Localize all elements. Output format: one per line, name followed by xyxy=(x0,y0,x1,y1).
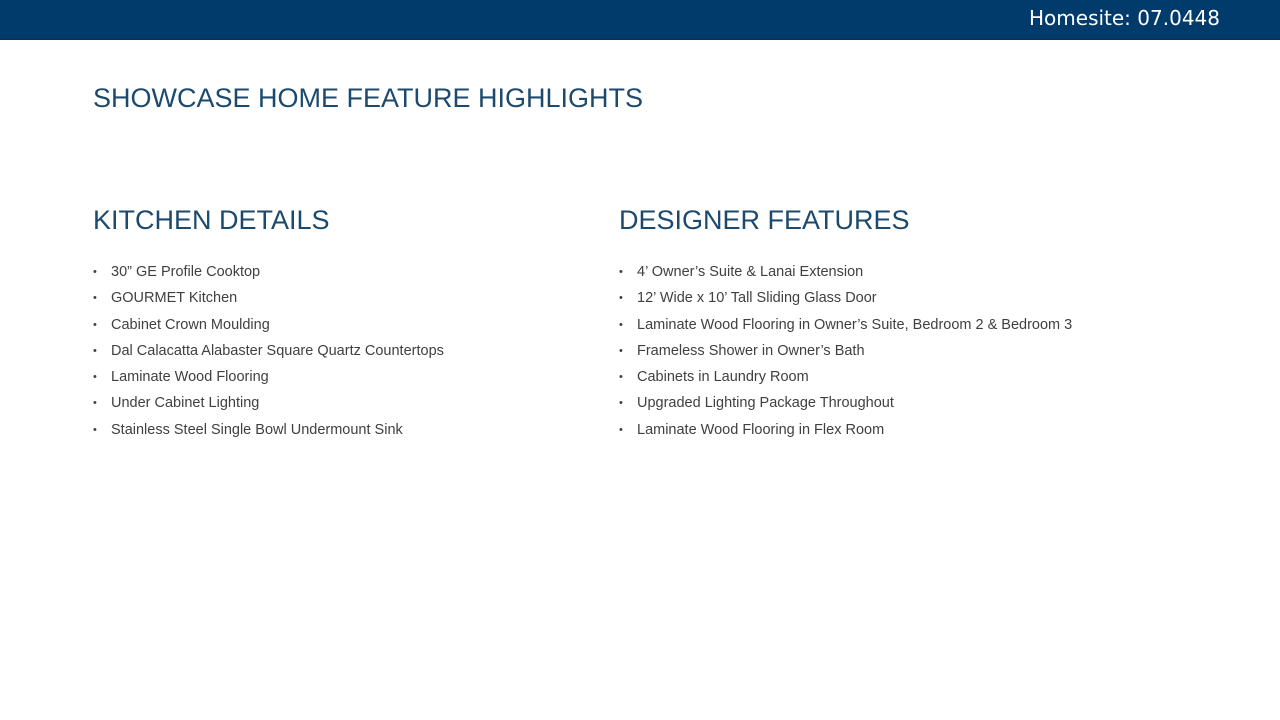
kitchen-details-section xyxy=(93,203,593,443)
list-item-text: Laminate Wood Flooring in Flex Room xyxy=(637,421,885,438)
list-item xyxy=(93,338,593,364)
list-item-text: Cabinet Crown Moulding xyxy=(111,316,270,333)
kitchen-details-heading: KITCHEN DETAILS xyxy=(93,205,330,235)
list-item-text: Stainless Steel Single Bowl Undermount Sink xyxy=(111,421,403,438)
page-title: SHOWCASE HOME FEATURE HIGHLIGHTS xyxy=(93,83,644,113)
list-item xyxy=(93,417,593,443)
bullet-icon: • xyxy=(93,423,97,436)
header-bar xyxy=(0,0,1280,40)
list-item-text: GOURMET Kitchen xyxy=(111,290,238,307)
bullet-icon: • xyxy=(619,344,623,357)
list-item-text: Laminate Wood Flooring in Owner’s Suite, Bedroom 2 & Bedroom 3 xyxy=(637,316,1073,333)
bullet-icon: • xyxy=(93,292,97,305)
bullet-icon: • xyxy=(619,266,623,278)
list-item-text: Frameless Shower in Owner’s Bath xyxy=(637,342,865,359)
list-item-text: 12’ Wide x 10’ Tall Sliding Glass Door xyxy=(637,290,877,307)
list-item xyxy=(93,390,593,416)
list-item xyxy=(619,338,1239,364)
bullet-icon: • xyxy=(93,371,97,384)
list-item-text: 4’ Owner’s Suite & Lanai Extension xyxy=(637,264,864,280)
list-item-text: Under Cabinet Lighting xyxy=(111,395,260,412)
designer-features-section xyxy=(619,203,1239,443)
list-item xyxy=(619,259,1239,285)
list-item xyxy=(619,285,1239,311)
list-item xyxy=(619,312,1239,338)
designer-features-heading: DESIGNER FEATURES xyxy=(619,205,910,235)
list-item xyxy=(619,417,1239,443)
homesite-label: Homesite: 07.0448 xyxy=(1029,6,1220,30)
kitchen-feature-list xyxy=(93,259,593,443)
list-item xyxy=(93,312,593,338)
bullet-icon: • xyxy=(619,397,623,410)
designer-feature-list xyxy=(619,259,1239,443)
bullet-icon: • xyxy=(93,318,97,331)
list-item xyxy=(93,259,593,285)
list-item-text: Upgraded Lighting Package Throughout xyxy=(637,395,894,412)
list-item-text: Cabinets in Laundry Room xyxy=(637,369,809,386)
bullet-icon: • xyxy=(619,423,623,436)
bullet-icon: • xyxy=(93,344,97,357)
list-item xyxy=(619,390,1239,416)
list-item xyxy=(619,364,1239,390)
list-item-text: 30” GE Profile Cooktop xyxy=(111,264,261,280)
bullet-icon: • xyxy=(93,266,97,278)
list-item xyxy=(93,285,593,311)
bullet-icon: • xyxy=(619,292,623,305)
bullet-icon: • xyxy=(93,397,97,410)
list-item-text: Dal Calacatta Alabaster Square Quartz Countertops xyxy=(111,342,444,359)
bullet-icon: • xyxy=(619,371,623,384)
list-item xyxy=(93,364,593,390)
list-item-text: Laminate Wood Flooring xyxy=(111,369,269,386)
bullet-icon: • xyxy=(619,318,623,331)
